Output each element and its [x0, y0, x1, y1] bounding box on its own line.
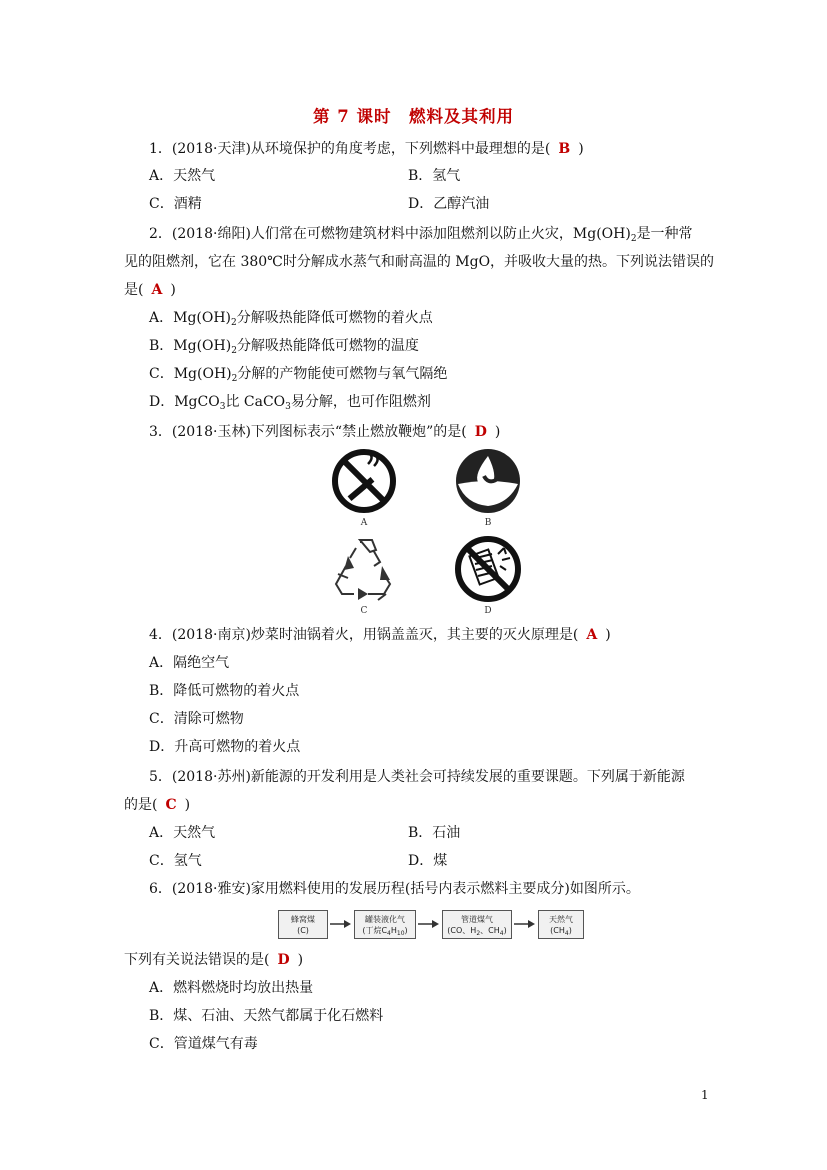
question-6-line-1: 6．(2018·雅安)家用燃料使用的发展历程(括号内表示燃料主要成分)如图所示。: [149, 881, 640, 897]
flow-arrow-icon: [514, 919, 536, 929]
page-number: 1: [701, 1088, 709, 1102]
q1-option-b: B．氢气: [408, 168, 461, 184]
q4-option-a: A．隔绝空气: [149, 655, 230, 671]
q2-option-a: A．$Mg(OH)_2$分解吸热能降低可燃物的着火点: [149, 310, 433, 328]
answer-6: D: [277, 952, 290, 968]
q1-option-d: D．乙醇汽油: [408, 196, 490, 212]
recycle-icon: [324, 536, 404, 626]
flow-box-pipeline-gas: 管道煤气 (CO、$H_2$、$CH_4$): [442, 910, 512, 939]
q4-option-c: C．清除可燃物: [149, 711, 244, 727]
q4-option-b: B．降低可燃物的着火点: [149, 683, 300, 699]
question-6-line-2: 下列有关说法错误的是( D ): [124, 952, 304, 968]
question-5-line-1: 5．(2018·苏州)新能源的开发利用是人类社会可持续发展的重要课题。下列属于新能源: [149, 769, 685, 785]
q5-option-b: B．石油: [408, 825, 461, 841]
q1-option-c: C．酒精: [149, 196, 202, 212]
flow-box-honeycomb-coal: 蜂窝煤 (C): [278, 910, 328, 939]
question-5-line-2: 的是( C ): [124, 797, 191, 813]
no-firecrackers-icon: [448, 536, 528, 626]
answer-3: D: [474, 424, 487, 440]
question-3: 3．(2018·玉林)下列图标表示“禁止燃放鞭炮”的是( D ): [149, 424, 501, 440]
q1-option-a: A．天然气: [149, 168, 216, 184]
question-2-line-1: 2．(2018·绵阳)人们常在可燃物建筑材料中添加阻燃剂以防止火灾，$Mg(OH)_2$是一种常: [149, 226, 693, 244]
icon-label-d: D: [484, 606, 492, 616]
question-1: 1．(2018·天津)从环境保护的角度考虑，下列燃料中最理想的是( B ): [149, 141, 584, 157]
answer-5: C: [165, 797, 177, 813]
question-4: 4．(2018·南京)炒菜时油锅着火，用锅盖盖灭，其主要的灭火原理是( A ): [149, 627, 611, 643]
flow-box-natural-gas: 天然气 $(CH_4)$: [538, 910, 584, 939]
answer-2: A: [151, 282, 163, 298]
q4-option-d: D．升高可燃物的着火点: [149, 739, 301, 755]
page-title: 第 7 课时 燃料及其利用: [313, 107, 514, 126]
q6-option-c: C．管道煤气有毒: [149, 1036, 258, 1052]
q2-option-b: B．$Mg(OH)_2$分解吸热能降低可燃物的温度: [149, 338, 419, 356]
water-saving-icon: [448, 448, 528, 538]
flow-arrow-icon: [330, 919, 352, 929]
icon-label-b: B: [484, 518, 492, 528]
q6-option-a: A．燃料燃烧时均放出热量: [149, 980, 314, 996]
flow-box-lpg: 罐装液化气 (丁烷$C_4H_{10}$): [354, 910, 416, 939]
icon-label-c: C: [360, 606, 368, 616]
q5-option-a: A．天然气: [149, 825, 216, 841]
q5-option-c: C．氢气: [149, 853, 202, 869]
answer-4: A: [586, 627, 598, 643]
question-2-line-3: 是( A ): [124, 282, 176, 298]
q2-option-d: D．MgCO$_3$比 CaCO$_3$易分解，也可作阻燃剂: [149, 394, 431, 412]
no-smoking-icon: [324, 448, 404, 538]
answer-1: B: [558, 141, 571, 157]
icon-label-a: A: [360, 518, 368, 528]
q2-option-c: C．$Mg(OH)_2$分解的产物能使可燃物与氧气隔绝: [149, 366, 448, 384]
flow-arrow-icon: [418, 919, 440, 929]
q6-option-b: B．煤、石油、天然气都属于化石燃料: [149, 1008, 384, 1024]
question-2-line-2: 见的阻燃剂，它在 380℃时分解成水蒸气和耐高温的 MgO，并吸收大量的热。下列说法错误的: [124, 254, 715, 270]
q5-option-d: D．煤: [408, 853, 448, 869]
